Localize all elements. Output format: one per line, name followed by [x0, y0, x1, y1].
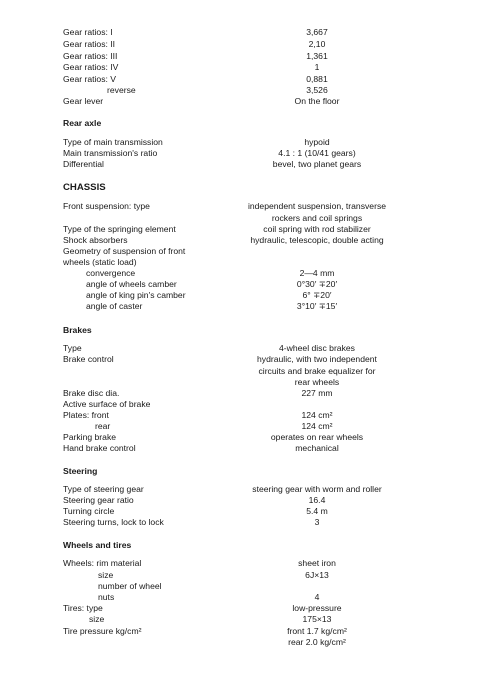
spec-row: [0, 39, 478, 50]
spec-row: [0, 301, 478, 312]
spec-row: [0, 224, 478, 235]
spec-label: Gear lever: [63, 96, 104, 106]
spec-label: Main transmission's ratio: [63, 148, 158, 158]
spec-label: Steering turns, lock to lock: [63, 517, 164, 527]
spec-value: rockers and coil springs: [271, 213, 363, 223]
spec-row: [0, 137, 478, 148]
spec-label: Tire pressure kg/cm²: [63, 626, 142, 636]
spec-value: low-pressure: [292, 603, 342, 613]
spec-value: 5.4 m: [306, 506, 328, 516]
spec-row: [0, 354, 478, 365]
spec-value: 4.1 : 1 (10/41 gears): [278, 148, 356, 158]
spec-value: circuits and brake equalizer for: [258, 366, 376, 376]
spec-row: [0, 27, 478, 38]
spec-value: hydraulic, with two independent: [257, 354, 377, 364]
spec-label: Plates: front: [63, 410, 109, 420]
spec-row: [0, 388, 478, 399]
spec-row: [0, 570, 478, 581]
spec-row: [0, 213, 478, 224]
spec-row: [0, 495, 478, 506]
spec-row: [0, 517, 478, 528]
spec-value: 124 cm²: [301, 421, 333, 431]
spec-value: mechanical: [295, 443, 339, 453]
spec-row: [0, 62, 478, 73]
spec-label: Gear ratios: IV: [63, 62, 119, 72]
spec-label: Parking brake: [63, 432, 117, 442]
spec-value: 6J×13: [305, 570, 329, 580]
spec-value: hypoid: [304, 137, 330, 147]
spec-value: 0°30′ ∓20′: [296, 279, 338, 289]
spec-value: steering gear with worm and roller: [252, 484, 382, 494]
spec-row: [0, 506, 478, 517]
spec-row: [0, 268, 478, 279]
spec-row: [0, 343, 478, 354]
spec-value: 1: [314, 62, 320, 72]
spec-label: angle of caster: [86, 301, 143, 311]
spec-value: 2,10: [308, 39, 326, 49]
spec-row: [0, 85, 478, 96]
spec-row: [0, 484, 478, 495]
spec-value: 175×13: [302, 614, 332, 624]
section-heading-rear-axle: Rear axle: [63, 118, 102, 128]
spec-value: rear 2.0 kg/cm²: [288, 637, 346, 647]
spec-row: [0, 558, 478, 569]
spec-label: Tires: type: [63, 603, 103, 613]
spec-row: [0, 377, 478, 388]
spec-row: [0, 592, 478, 603]
spec-value: On the floor: [294, 96, 340, 106]
spec-label: Geometry of suspension of front: [63, 246, 186, 256]
spec-label: Type: [63, 343, 82, 353]
spec-label: Turning circle: [63, 506, 115, 516]
spec-label: convergence: [86, 268, 136, 278]
spec-label: nuts: [98, 592, 115, 602]
spec-label: reverse: [107, 85, 136, 95]
spec-value: 0,881: [306, 74, 328, 84]
spec-row: [0, 614, 478, 625]
spec-value: 1,361: [306, 51, 328, 61]
spec-label: Type of the springing element: [63, 224, 176, 234]
spec-label: Shock absorbers: [63, 235, 128, 245]
spec-row: [0, 410, 478, 421]
spec-label: Steering gear ratio: [63, 495, 134, 505]
spec-label: Brake disc dia.: [63, 388, 120, 398]
spec-row: [0, 290, 478, 301]
spec-value: 227 mm: [301, 388, 333, 398]
spec-value: operates on rear wheels: [270, 432, 364, 442]
spec-value: 2—4 mm: [299, 268, 335, 278]
spec-row: [0, 581, 478, 592]
spec-label: wheels (static load): [63, 257, 137, 267]
spec-row: [0, 626, 478, 637]
spec-value: sheet iron: [298, 558, 336, 568]
spec-row: [0, 637, 478, 648]
spec-label: Wheels: rim material: [63, 558, 142, 568]
spec-row: [0, 421, 478, 432]
spec-label: size: [98, 570, 114, 580]
section-heading-chassis: CHASSIS: [63, 182, 106, 193]
spec-label: Gear ratios: V: [63, 74, 117, 84]
spec-label: angle of wheels camber: [86, 279, 177, 289]
spec-label: Gear ratios: II: [63, 39, 116, 49]
spec-label: number of wheel: [98, 581, 162, 591]
spec-label: Active surface of brake: [63, 399, 151, 409]
section-heading-steering: Steering: [63, 466, 98, 476]
spec-value: 3,526: [306, 85, 328, 95]
spec-row: [0, 201, 478, 212]
spec-label: Differential: [63, 159, 104, 169]
spec-value: 124 cm²: [301, 410, 333, 420]
spec-label: Brake control: [63, 354, 114, 364]
spec-value: coil spring with rod stabilizer: [263, 224, 371, 234]
spec-value: 3: [314, 517, 320, 527]
spec-row: [0, 235, 478, 246]
spec-value: hydraulic, telescopic, double acting: [250, 235, 384, 245]
section-heading-brakes: Brakes: [63, 325, 92, 335]
spec-row: [0, 257, 478, 268]
spec-value: 4-wheel disc brakes: [279, 343, 355, 353]
spec-row: [0, 74, 478, 85]
spec-value: bevel, two planet gears: [272, 159, 362, 169]
spec-value: 16.4: [308, 495, 326, 505]
spec-row: [0, 51, 478, 62]
spec-label: Hand brake control: [63, 443, 136, 453]
spec-label: Gear ratios: III: [63, 51, 118, 61]
spec-row: [0, 279, 478, 290]
spec-row: [0, 432, 478, 443]
spec-label: Front suspension: type: [63, 201, 150, 211]
spec-value: 3°10′ ∓15′: [296, 301, 338, 311]
spec-row: [0, 159, 478, 170]
spec-label: Type of main transmission: [63, 137, 163, 147]
spec-value: front 1.7 kg/cm²: [287, 626, 347, 636]
spec-row: [0, 148, 478, 159]
spec-row: [0, 366, 478, 377]
spec-row: [0, 399, 478, 410]
spec-value: 6° ∓20′: [302, 290, 332, 300]
spec-value: 3,667: [306, 27, 328, 37]
spec-label: Type of steering gear: [63, 484, 144, 494]
spec-label: Gear ratios: I: [63, 27, 113, 37]
spec-label: size: [89, 614, 105, 624]
spec-value: 4: [314, 592, 320, 602]
spec-row: [0, 246, 478, 257]
spec-row: [0, 443, 478, 454]
spec-row: [0, 603, 478, 614]
spec-value: rear wheels: [294, 377, 340, 387]
spec-label: angle of king pin's camber: [86, 290, 186, 300]
spec-value: independent suspension, transverse: [247, 201, 387, 211]
section-heading-wheels-and-tires: Wheels and tires: [63, 540, 132, 550]
spec-label: rear: [95, 421, 111, 431]
spec-row: [0, 96, 478, 107]
